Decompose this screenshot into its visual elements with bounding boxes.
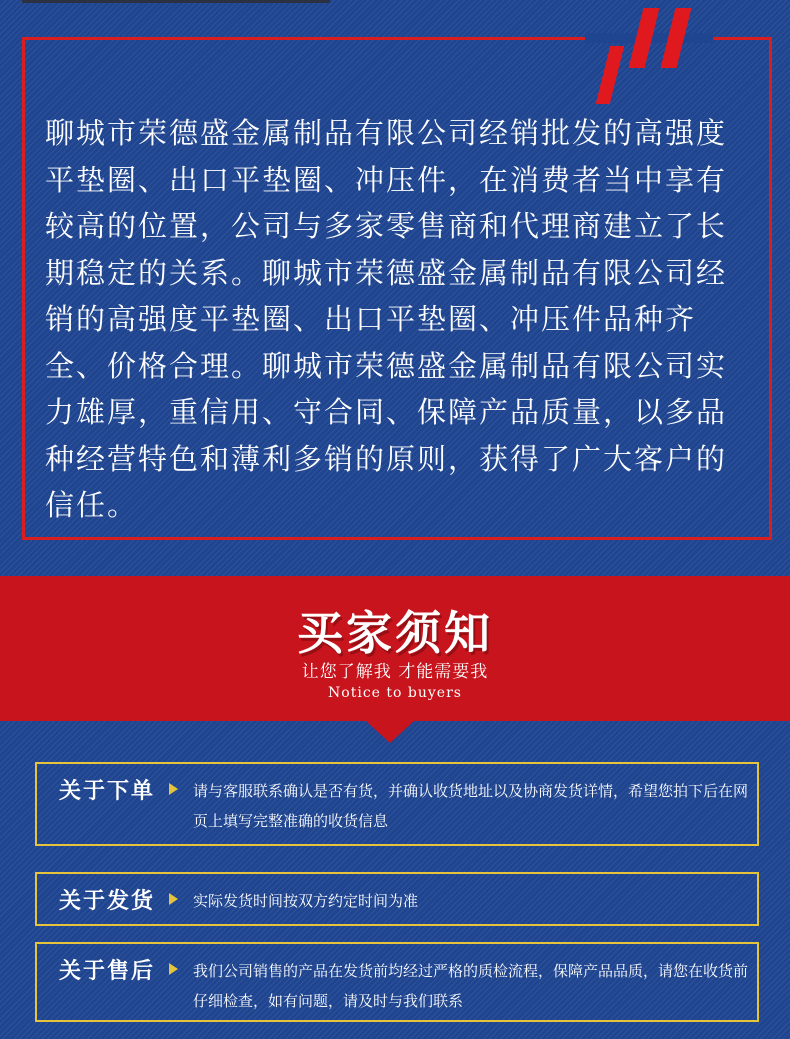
company-intro-text: 聊城市荣德盛金属制品有限公司经销批发的高强度平垫圈、出口平垫圈、冲压件，在消费者当中享有较高的位置，公司与多家零售商和代理商建立了长期稳定的关系。聊城市荣德盛金属制品有限公司经销的高强度平垫圈、出口平垫圈、冲压件品种齐全、价格合理。聊城市荣德盛金属制品有限公司实力雄厚，重信用、守合同、保障产品质量，以多品种经营特色和薄利多销的原则，获得了广大客户的信任。 — [45, 116, 728, 522]
notice-text: 实际发货时间按双方约定时间为准 — [193, 892, 419, 910]
notice-label: 关于下单 — [59, 779, 156, 804]
banner-pointer — [366, 721, 414, 743]
triangle-right-icon — [169, 893, 178, 905]
triangle-right-icon — [169, 783, 178, 795]
notice-order — [35, 762, 759, 846]
banner-subtitle: 让您了解我 才能需要我 — [301, 662, 489, 682]
notice-label: 关于售后 — [59, 959, 156, 984]
banner-english-subtitle: Notice to buyers — [328, 685, 462, 701]
notice-label: 关于发货 — [59, 889, 156, 914]
notice-after-sales — [35, 942, 759, 1022]
notice-shipping — [35, 872, 759, 926]
notice-text: 我们公司销售的产品在发货前均经过严格的质检流程，保障产品品质，请您在收货前仔细检查，如有问题，请及时与我们联系 — [193, 962, 749, 1010]
notice-text: 请与客服联系确认是否有货，并确认收货地址以及协商发货详情，希望您拍下后在网页上填写完整准确的收货信息 — [193, 782, 749, 830]
top-image-strip — [22, 0, 330, 3]
triangle-right-icon — [169, 963, 178, 975]
banner-title: 买家须知 — [297, 606, 493, 660]
